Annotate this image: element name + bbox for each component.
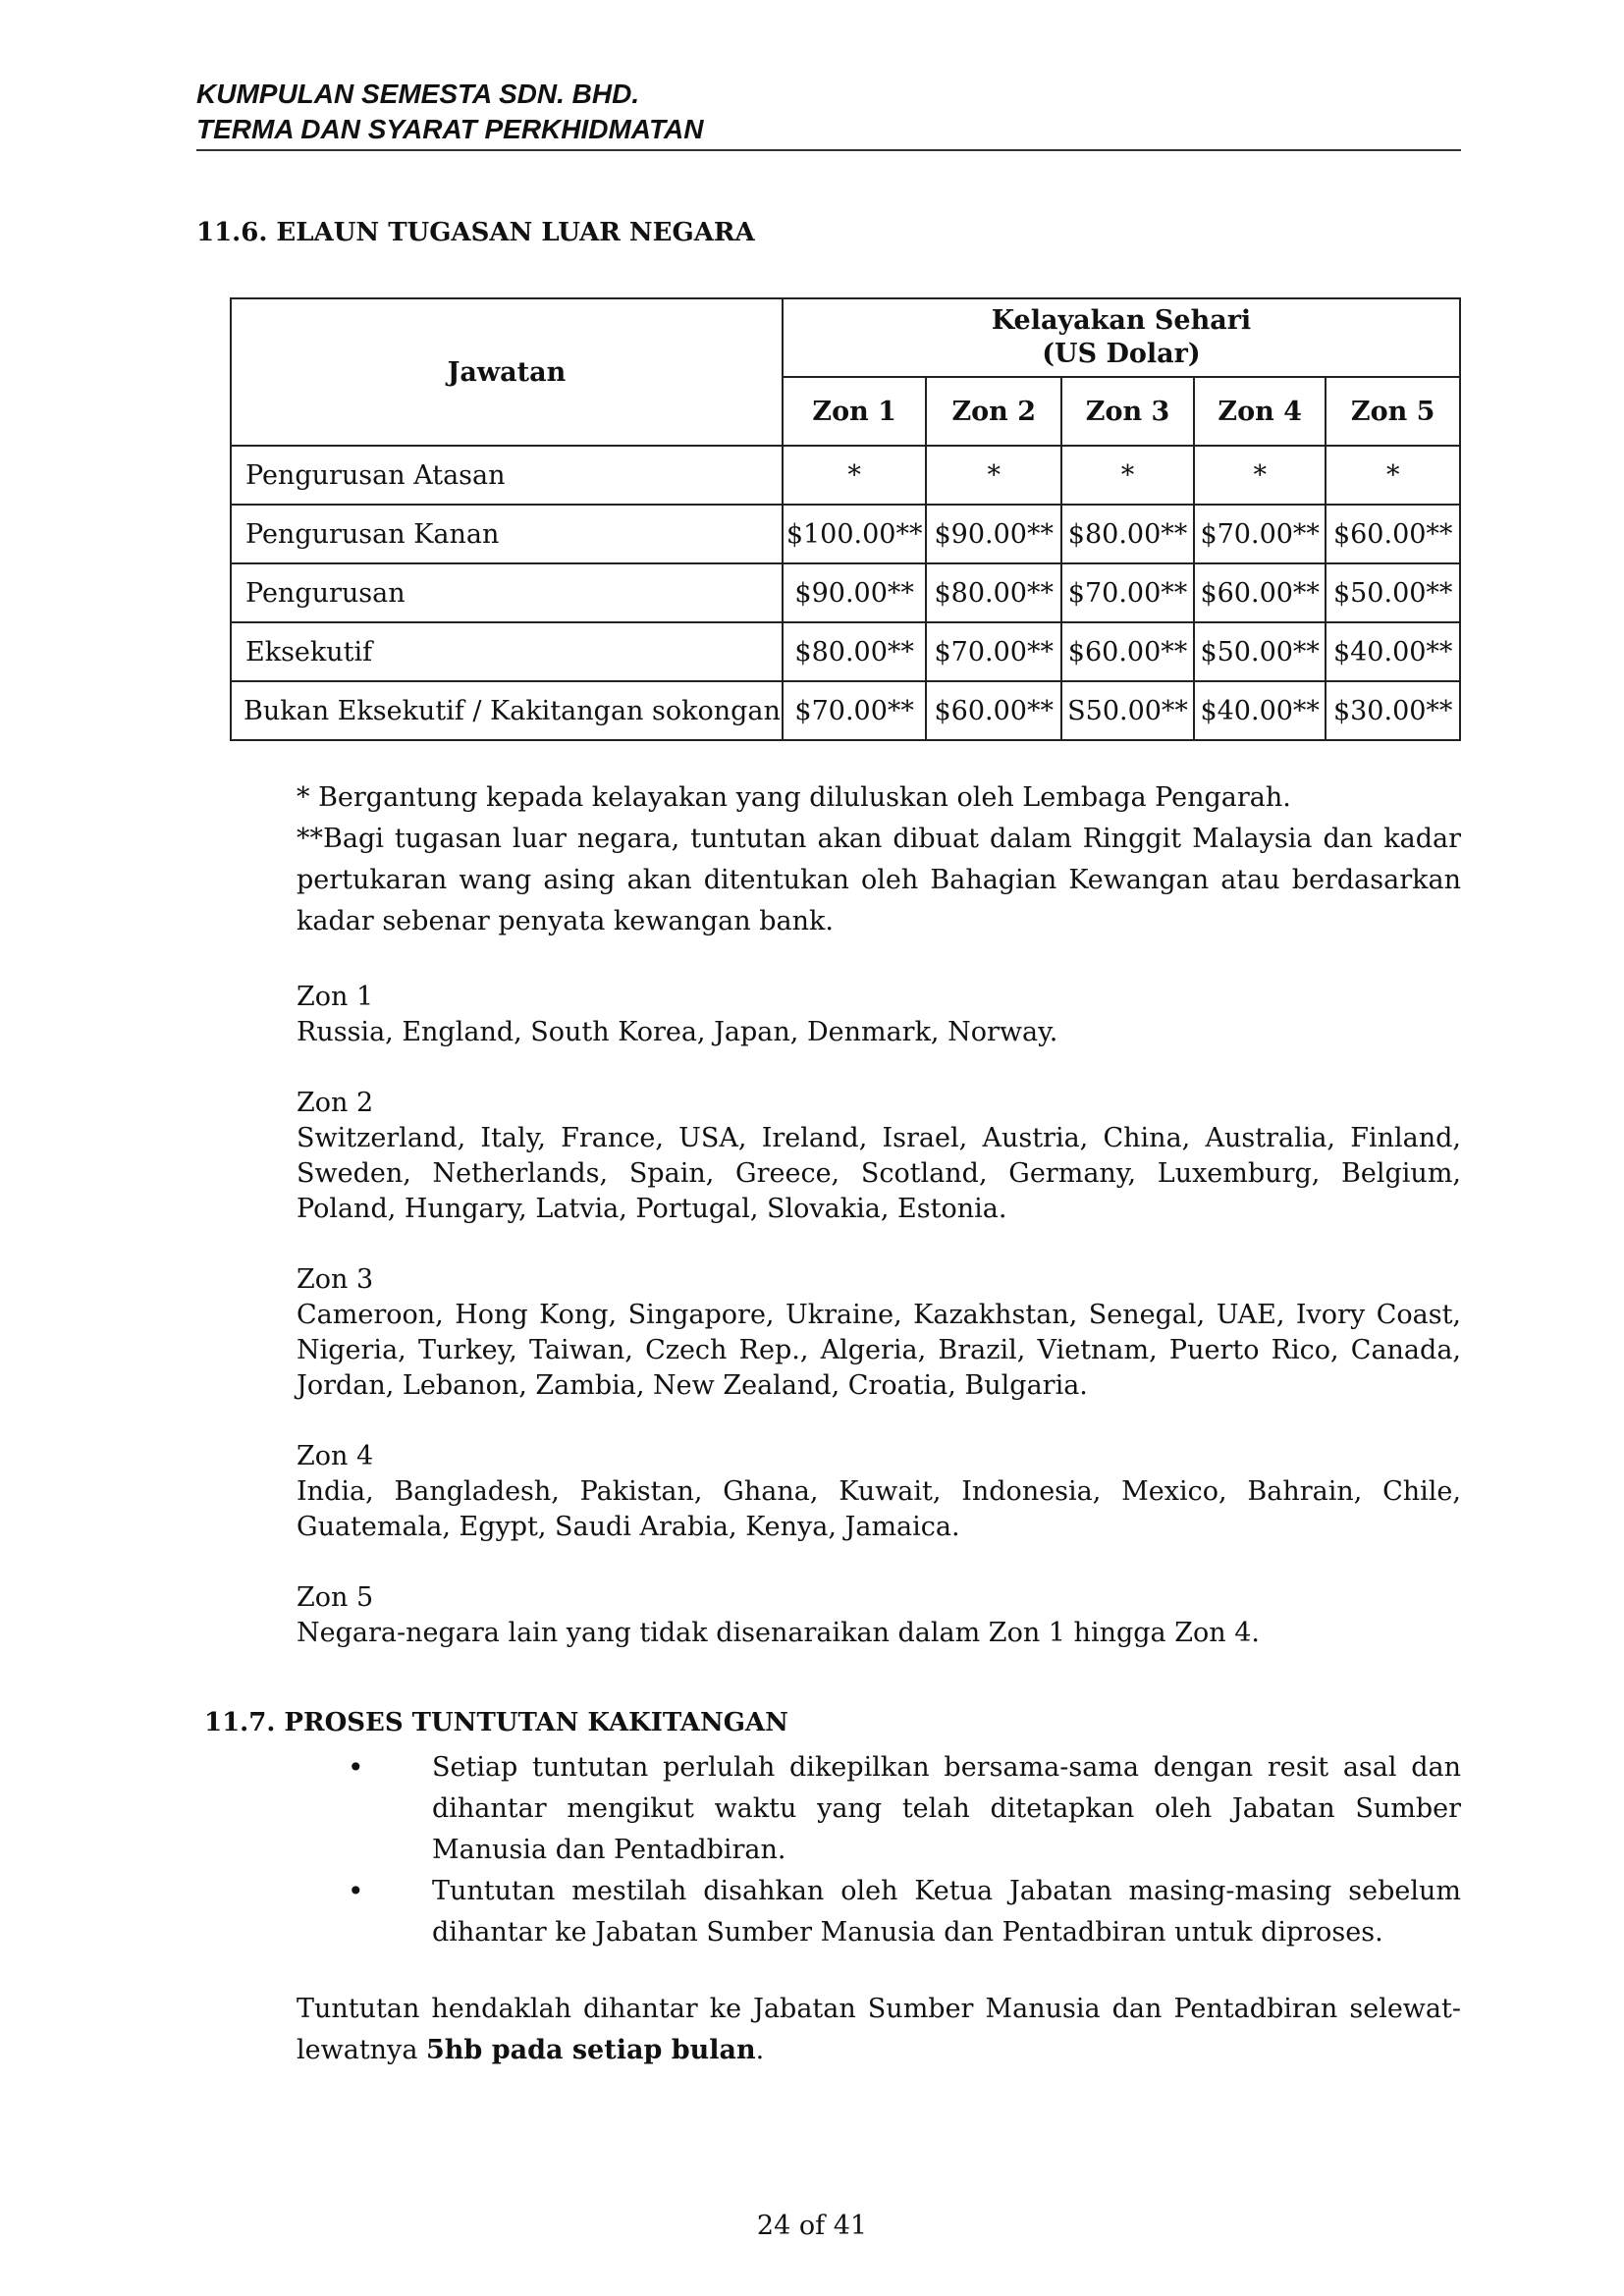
rate-cell: * xyxy=(1326,446,1460,505)
zone-block xyxy=(297,1086,1461,1227)
note-currency-exchange: **Bagi tugasan luar negara, tuntutan akan dibuat dalam Ringgit Malaysia dan kadar pertukaran wang asing akan ditentukan oleh Bahagian Kewangan atau berdasarkan kadar sebenar penyata kewangan bank. xyxy=(297,824,1461,936)
zone-countries: India, Bangladesh, Pakistan, Ghana, Kuwait, Indonesia, Mexico, Bahrain, Chile, Guatemala, Egypt, Saudi Arabia, Kenya, Jamaica. xyxy=(297,1476,1461,1542)
table-row xyxy=(231,681,1460,740)
allowance-table xyxy=(230,297,1461,741)
rate-cell: $50.00** xyxy=(1194,622,1326,681)
section-heading-11-6: 11.6. ELAUN TUGASAN LUAR NEGARA xyxy=(196,218,755,247)
section-heading-11-7: 11.7. PROSES TUNTUTAN KAKITANGAN xyxy=(204,1708,788,1737)
zone-title: Zon 2 xyxy=(297,1088,374,1118)
deadline-text: Tuntutan hendaklah dihantar ke Jabatan Sumber Manusia dan Pentadbiran selewat-lewatnya xyxy=(297,1994,1461,2065)
submission-deadline-paragraph xyxy=(297,1989,1461,2071)
position-cell: Eksekutif xyxy=(231,622,783,681)
header-divider xyxy=(196,149,1461,151)
rate-cell: * xyxy=(1194,446,1326,505)
rate-cell: $60.00** xyxy=(1061,622,1194,681)
rate-cell: $80.00** xyxy=(1061,505,1194,563)
zone-countries: Negara-negara lain yang tidak disenaraikan dalam Zon 1 hingga Zon 4. xyxy=(297,1618,1260,1648)
column-header-position: Jawatan xyxy=(231,298,783,446)
rate-cell: $60.00** xyxy=(926,681,1061,740)
rate-cell: * xyxy=(1061,446,1194,505)
rate-cell: $70.00** xyxy=(783,681,926,740)
note-board-approval: * Bergantung kepada kelayakan yang diluluskan oleh Lembaga Pengarah. xyxy=(297,782,1291,813)
rate-cell: $70.00** xyxy=(1194,505,1326,563)
rate-cell: * xyxy=(783,446,926,505)
table-notes xyxy=(297,777,1461,942)
zone-block xyxy=(297,1262,1461,1404)
zone-title: Zon 5 xyxy=(297,1582,374,1613)
position-cell: Pengurusan Kanan xyxy=(231,505,783,563)
list-item-text: Tuntutan mestilah disahkan oleh Ketua Jabatan masing-masing sebelum dihantar ke Jabatan Sumber Manusia dan Pentadbiran untuk diproses. xyxy=(432,1876,1461,1948)
column-group-title: Kelayakan Sehari xyxy=(991,305,1252,336)
column-header-zone: Zon 2 xyxy=(926,377,1061,446)
document-title: TERMA DAN SYARAT PERKHIDMATAN xyxy=(196,114,704,144)
rate-cell: $90.00** xyxy=(783,563,926,622)
rate-cell: * xyxy=(926,446,1061,505)
rate-cell: $70.00** xyxy=(1061,563,1194,622)
rate-cell: $60.00** xyxy=(1194,563,1326,622)
rate-cell: $60.00** xyxy=(1326,505,1460,563)
rate-cell: $90.00** xyxy=(926,505,1061,563)
list-item-text: Setiap tuntutan perlulah dikepilkan bersama-sama dengan resit asal dan dihantar mengikut waktu yang telah ditetapkan oleh Jabatan Sumber Manusia dan Pentadbiran. xyxy=(432,1752,1461,1865)
position-cell: Bukan Eksekutif / Kakitangan sokongan xyxy=(231,681,783,740)
zone-block xyxy=(297,1580,1461,1651)
rate-cell: $50.00** xyxy=(1326,563,1460,622)
zone-countries: Switzerland, Italy, France, USA, Ireland, Israel, Austria, China, Australia, Finland, Sweden, Netherlands, Spain, Greece, Scotland, Germany, Luxemburg, Belgium, Poland, Hungary, Latvia, Portugal, Slovakia, Estonia. xyxy=(297,1123,1461,1224)
table-row xyxy=(231,622,1460,681)
column-header-zone: Zon 1 xyxy=(783,377,926,446)
bullet-icon: • xyxy=(348,1751,364,1784)
column-header-zone: Zon 3 xyxy=(1061,377,1194,446)
zone-block xyxy=(297,980,1461,1050)
deadline-period: . xyxy=(755,2035,765,2065)
claim-process-list xyxy=(344,1747,1461,1953)
deadline-date: 5hb pada setiap bulan xyxy=(426,2035,756,2065)
table-row xyxy=(231,505,1460,563)
column-header-zone: Zon 4 xyxy=(1194,377,1326,446)
page-header xyxy=(196,77,1461,147)
rate-cell: $40.00** xyxy=(1194,681,1326,740)
zone-title: Zon 3 xyxy=(297,1264,374,1295)
zone-title: Zon 1 xyxy=(297,982,374,1012)
page-number: 24 of 41 xyxy=(756,2211,868,2241)
list-item xyxy=(344,1871,1461,1953)
column-header-zone: Zon 5 xyxy=(1326,377,1460,446)
zone-countries: Cameroon, Hong Kong, Singapore, Ukraine, Kazakhstan, Senegal, UAE, Ivory Coast, Nigeria, Turkey, Taiwan, Czech Rep., Algeria, Brazil, Vietnam, Puerto Rico, Canada, Jordan, Lebanon, Zambia, New Zealand, Croatia, Bulgaria. xyxy=(297,1300,1461,1401)
rate-cell: $100.00** xyxy=(783,505,926,563)
rate-cell: $80.00** xyxy=(783,622,926,681)
rate-cell: $80.00** xyxy=(926,563,1061,622)
table-row xyxy=(231,446,1460,505)
column-group-currency: (US Dolar) xyxy=(1042,339,1201,369)
position-cell: Pengurusan xyxy=(231,563,783,622)
zone-title: Zon 4 xyxy=(297,1441,374,1471)
rate-cell: S50.00** xyxy=(1061,681,1194,740)
zone-countries: Russia, England, South Korea, Japan, Denmark, Norway. xyxy=(297,1017,1058,1047)
table-row xyxy=(231,563,1460,622)
bullet-icon: • xyxy=(348,1875,364,1907)
zone-list xyxy=(297,980,1461,1686)
position-cell: Pengurusan Atasan xyxy=(231,446,783,505)
zone-block xyxy=(297,1439,1461,1545)
rate-cell: $70.00** xyxy=(926,622,1061,681)
column-group-header xyxy=(783,298,1460,377)
list-item xyxy=(344,1747,1461,1871)
rate-cell: $30.00** xyxy=(1326,681,1460,740)
rate-cell: $40.00** xyxy=(1326,622,1460,681)
company-name: KUMPULAN SEMESTA SDN. BHD. xyxy=(196,79,640,109)
